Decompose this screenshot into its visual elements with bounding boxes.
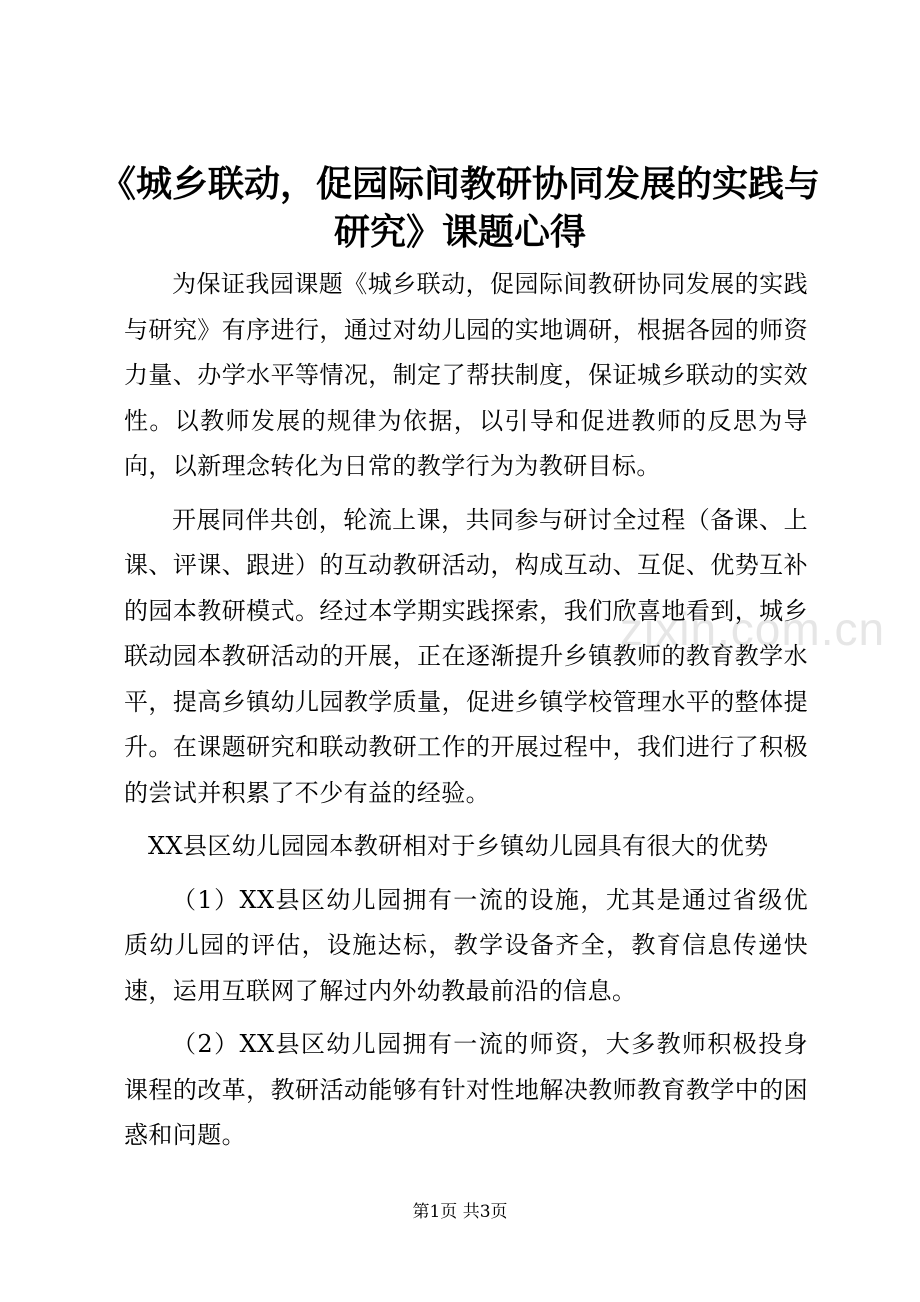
document-title: 《城乡联动，促园际间教研协同发展的实践与研究》课题心得 bbox=[100, 163, 821, 253]
paragraph-intro: 为保证我园课题《城乡联动，促园际间教研协同发展的实践与研究》有序进行，通过对幼儿园的实地调研，根据各园的师资力量、办学水平等情况，制定了帮扶制度，保证城乡联动的实效性。以教师发展的规律为依据，以引导和促进教师的反思为导向，以新理念转化为日常的教学行为为教研目标。 bbox=[124, 270, 808, 480]
paragraph-advantage-1: （1）XX县区幼儿园拥有一流的设施，尤其是通过省级优质幼儿园的评估，设施达标，教学设备齐全，教育信息传递快速，运用互联网了解过内外幼教最前沿的信息。 bbox=[124, 885, 808, 1005]
paragraph-advantage-heading: XX县区幼儿园园本教研相对于乡镇幼儿园具有很大的优势 bbox=[148, 832, 769, 860]
paragraph-advantage-2: （2）XX县区幼儿园拥有一流的师资，大多教师积极投身课程的改革，教研活动能够有针对性地解决教师教育教学中的困惑和问题。 bbox=[124, 1030, 808, 1149]
paragraph-activities: 开展同伴共创，轮流上课，共同参与研讨全过程（备课、上课、评课、跟进）的互动教研活动，构成互动、互促、优势互补的园本教研模式。经过本学期实践探索，我们欣喜地看到，城乡联动园本教研活动的开展，正在逐渐提升乡镇教师的教育教学水平，提高乡镇幼儿园教学质量，促进乡镇学校管理水平的整体提升。在课题研究和联动教研工作的开展过程中，我们进行了积极的尝试并积累了不少有益的经验。 bbox=[124, 505, 808, 807]
document-body bbox=[124, 262, 808, 1159]
page-footer: 第1页 共3页 bbox=[412, 1202, 508, 1222]
watermark: zixin.com.cn bbox=[620, 603, 886, 655]
